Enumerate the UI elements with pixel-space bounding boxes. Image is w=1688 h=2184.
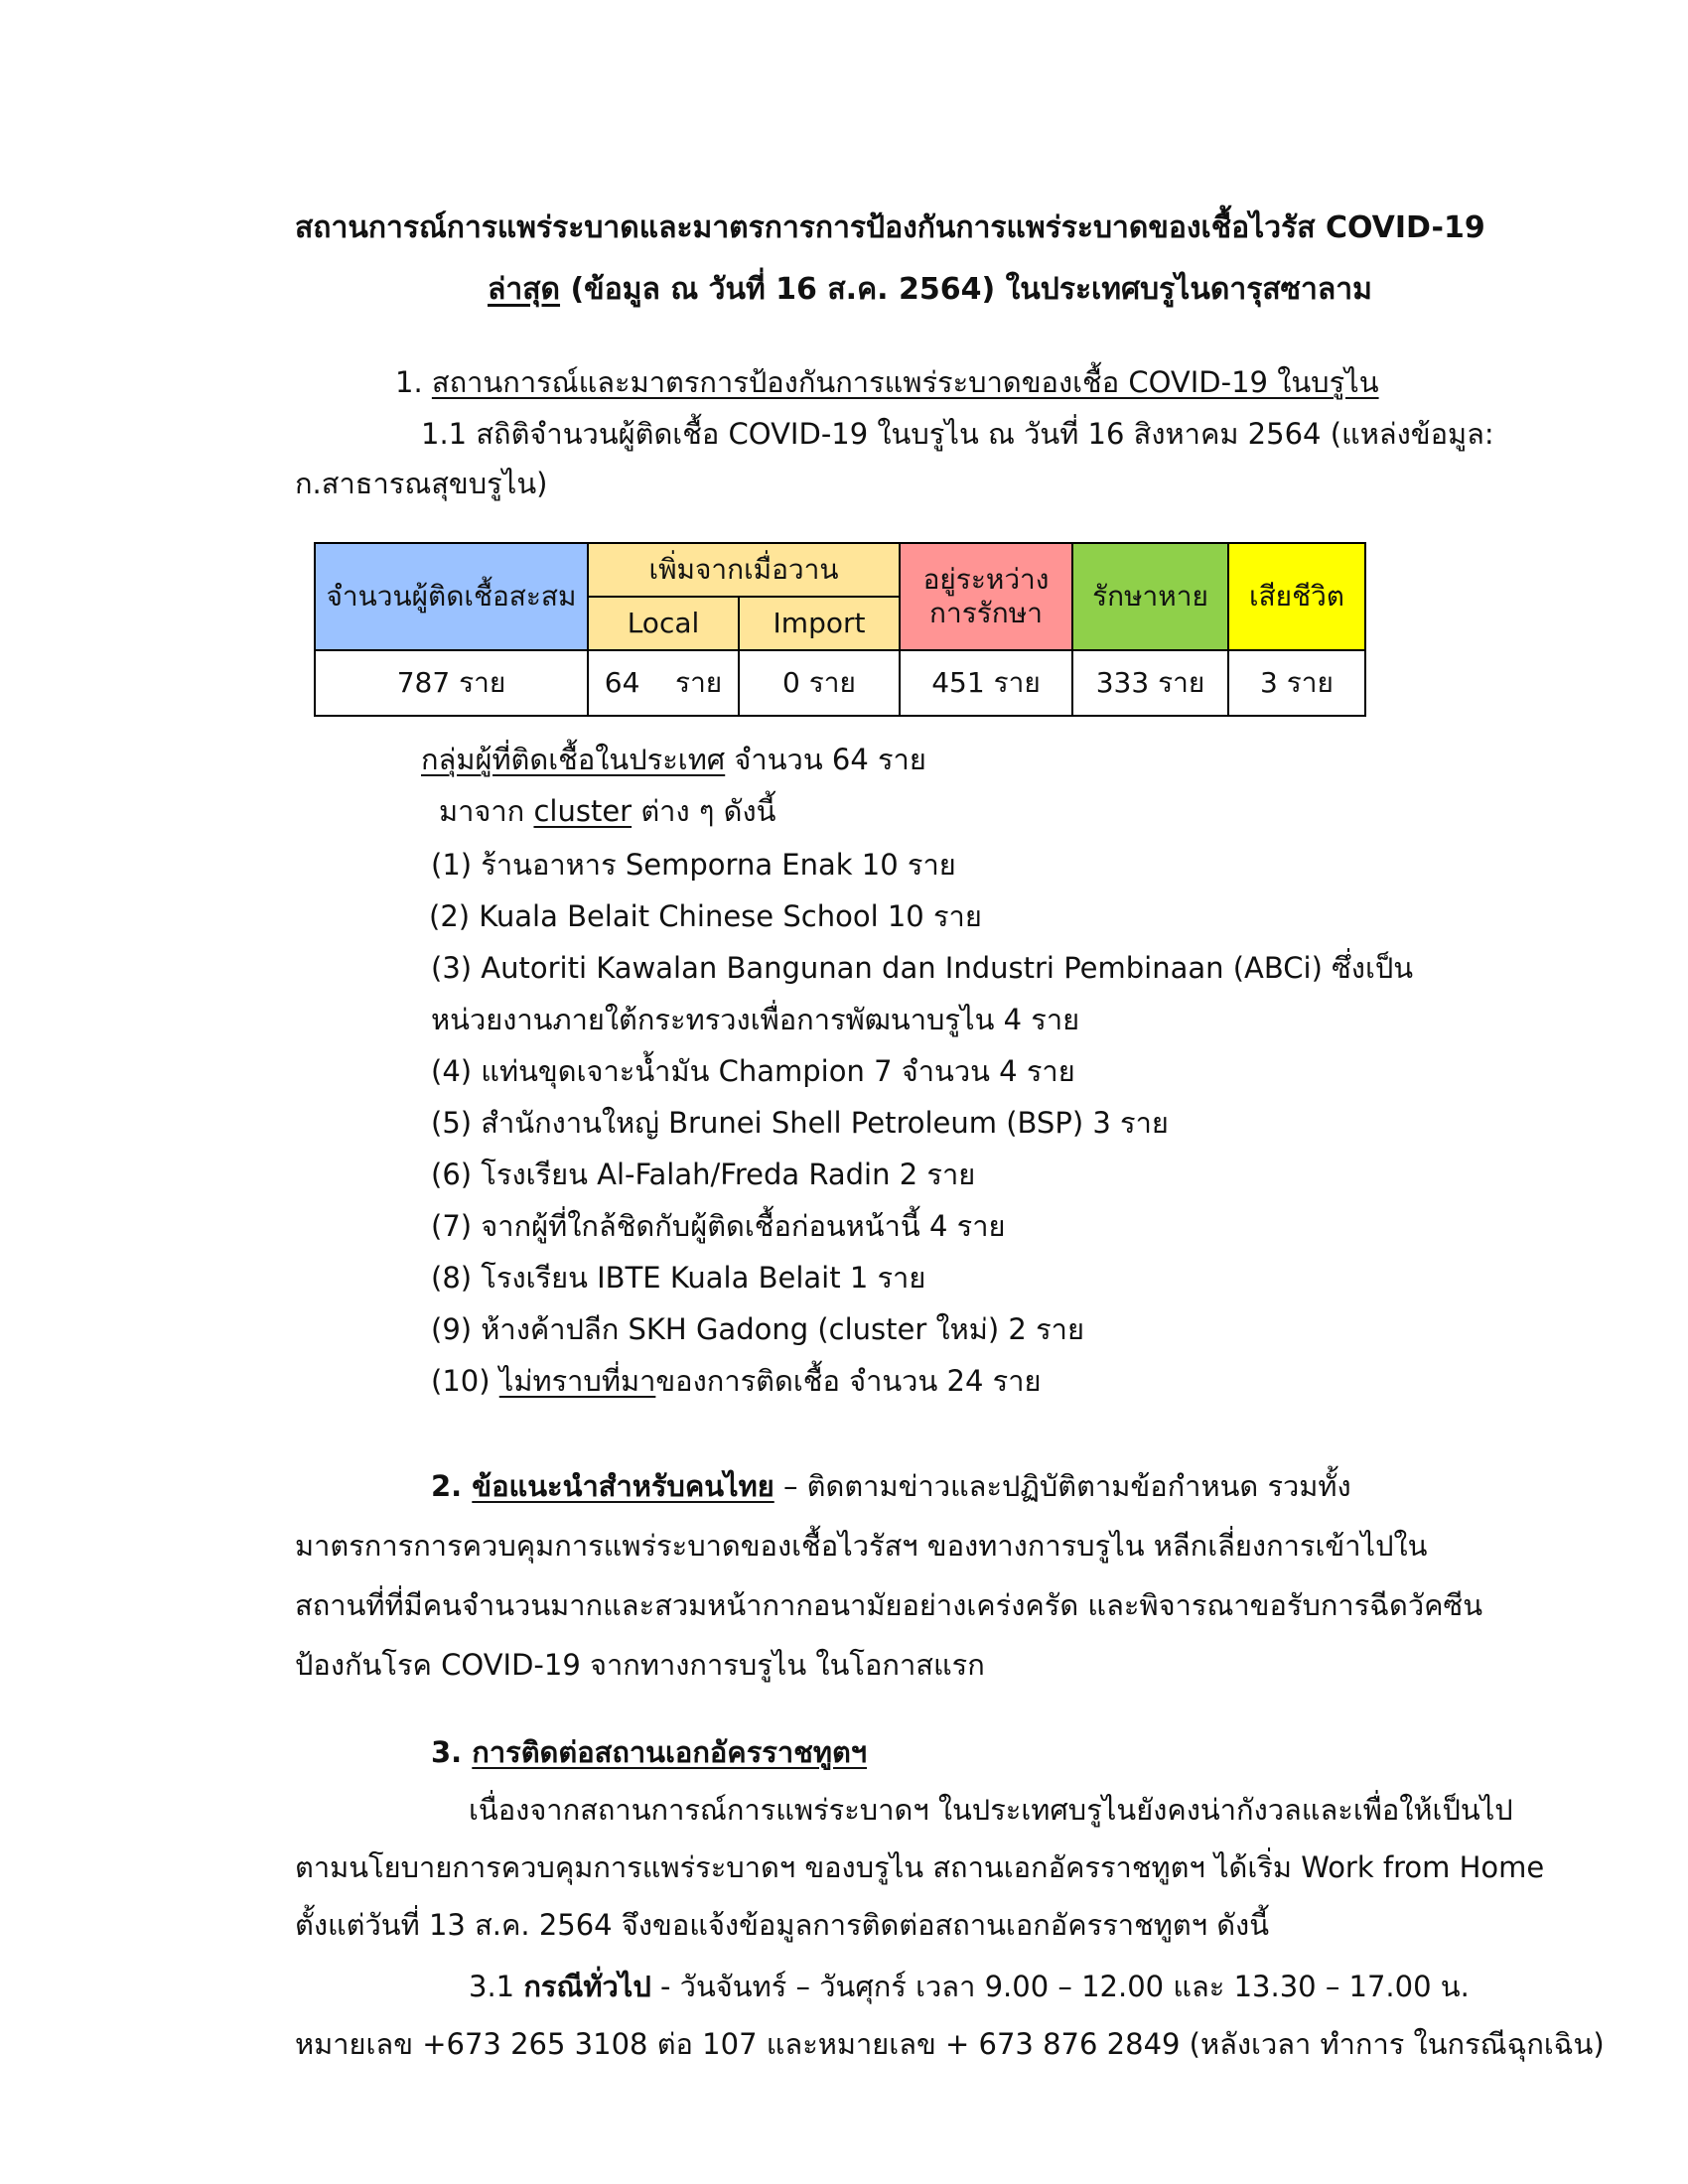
header-import: Import <box>739 597 900 650</box>
header-local: Local <box>588 597 739 650</box>
clusters-intro-post: ต่าง ๆ ดังนี้ <box>632 794 776 828</box>
section2-line1-rest: – ติดตามข่าวและปฏิบัติตามข้อกำหนด รวมทั้ง <box>774 1469 1351 1503</box>
cluster10-unknown-source: ไม่ทราบที่มา <box>498 1364 656 1398</box>
section3-heading <box>431 1729 867 1775</box>
header-total-cases: จำนวนผู้ติดเชื้อสะสม <box>315 543 588 650</box>
section2-line4: ป้องกันโรค COVID-19 จากทางการบรูไน ในโอกาสแรก <box>295 1648 985 1682</box>
value-local: 64 ราย <box>588 650 739 716</box>
header-under-treatment <box>900 543 1072 650</box>
value-under-treatment: 451 ราย <box>900 650 1072 716</box>
section2-line2: มาตรการการควบคุมการแพร่ระบาดของเชื้อไวรัสฯ ของทางการบรูไน หลีกเลี่ยงการเข้าไปใน <box>295 1529 1428 1563</box>
cluster10-rest: ของการติดเชื้อ จำนวน 24 ราย <box>655 1364 1042 1398</box>
section3-1-general-case: กรณีทั่วไป <box>523 1970 651 2003</box>
section1-heading <box>395 359 1379 405</box>
cluster-item: (9) ห้างค้าปลีก SKH Gadong (cluster ใหม่) 2 ราย <box>431 1312 1084 1346</box>
clusters-intro-pre: มาจาก <box>439 794 534 828</box>
value-deaths: 3 ราย <box>1228 650 1365 716</box>
cluster-item-unknown <box>431 1358 1041 1404</box>
domestic-cases-count: จำนวน 64 ราย <box>725 743 926 776</box>
cluster-item: (5) สำนักงานใหญ่ Brunei Shell Petroleum (BSP) 3 ราย <box>431 1106 1169 1140</box>
section2-line1 <box>431 1463 1351 1509</box>
section1-1-line2: ก.สาธารณสุขบรูไน) <box>295 467 548 500</box>
header-new-since-yesterday: เพิ่มจากเมื่อวาน <box>588 543 900 597</box>
section3-phone-line: หมายเลข +673 265 3108 ต่อ 107 และหมายเลข + 673 876 2849 (หลังเวลา ทำการ ในกรณีฉุกเฉิน) <box>295 2027 1605 2061</box>
section3-1-hours: - วันจันทร์ – วันศุกร์ เวลา 9.00 – 12.00 และ 13.30 – 17.00 น. <box>650 1970 1470 2003</box>
cluster-item: (1) ร้านอาหาร Semporna Enak 10 ราย <box>431 848 956 882</box>
cluster-item: (3) Autoriti Kawalan Bangunan dan Industri Pembinaan (ABCi) ซึ่งเป็น <box>431 951 1414 985</box>
cluster-item: (2) Kuala Belait Chinese School 10 ราย <box>429 899 982 933</box>
domestic-cases-line <box>421 737 926 782</box>
header-treatment-line1: อยู่ระหว่าง <box>922 563 1050 597</box>
cluster-item: (7) จากผู้ที่ใกล้ชิดกับผู้ติดเชื้อก่อนหน้านี้ 4 ราย <box>431 1209 1006 1243</box>
section1-title: สถานการณ์และมาตรการป้องกันการแพร่ระบาดของเชื้อ COVID-19 ในบรูไน <box>431 365 1379 399</box>
value-recovered: 333 ราย <box>1072 650 1228 716</box>
section1-1-line1: 1.1 สถิติจำนวนผู้ติดเชื้อ COVID-19 ในบรูไน ณ วันที่ 16 สิงหาคม 2564 (แหล่งข้อมูล: <box>421 417 1494 451</box>
section3-line1: เนื่องจากสถานการณ์การแพร่ระบาดฯ ในประเทศบรูไนยังคงน่ากังวลและเพื่อให้เป็นไป <box>469 1793 1513 1827</box>
section3-number: 3. <box>431 1735 473 1769</box>
section2-line3: สถานที่ที่มีคนจำนวนมากและสวมหน้ากากอนามัยอย่างเคร่งครัด และพิจารณาขอรับการฉีดวัคซีน <box>295 1588 1483 1622</box>
domestic-cases-label: กลุ่มผู้ที่ติดเชื้อในประเทศ <box>421 743 726 776</box>
header-recovered: รักษาหาย <box>1072 543 1228 650</box>
cluster-item: (6) โรงเรียน Al-Falah/Freda Radin 2 ราย <box>431 1158 976 1191</box>
section3-line3: ตั้งแต่วันที่ 13 ส.ค. 2564 จึงขอแจ้งข้อมูลการติดต่อสถานเอกอัครราชทูตฯ ดังนี้ <box>295 1908 1270 1942</box>
value-total-cases: 787 ราย <box>315 650 588 716</box>
cluster10-number: (10) <box>431 1364 499 1398</box>
clusters-intro-cluster: cluster <box>533 794 633 828</box>
page-title-line2 <box>488 266 1372 313</box>
cluster-item: (8) โรงเรียน IBTE Kuala Belait 1 ราย <box>431 1261 926 1295</box>
page-title-line1: สถานการณ์การแพร่ระบาดและมาตรการการป้องกันการแพร่ระบาดของเชื้อไวรัส COVID-19 <box>295 210 1485 245</box>
value-import: 0 ราย <box>739 650 900 716</box>
section3-1-number: 3.1 <box>469 1970 524 2003</box>
title-date-country: (ข้อมูล ณ วันที่ 16 ส.ค. 2564) ในประเทศบรูไนดารุสซาลาม <box>560 272 1372 307</box>
section3-1-line <box>469 1964 1470 2009</box>
header-deaths: เสียชีวิต <box>1228 543 1365 650</box>
covid-stats-table <box>314 542 1366 717</box>
section1-number: 1. <box>395 365 432 399</box>
section3-title: การติดต่อสถานเอกอัครราชทูตฯ <box>472 1735 868 1769</box>
title-latest-label: ล่าสุด <box>488 272 561 307</box>
section3-line2: ตามนโยบายการควบคุมการแพร่ระบาดฯ ของบรูไน สถานเอกอัครราชทูตฯ ได้เริ่ม Work from Home <box>295 1850 1545 1884</box>
section2-number: 2. <box>431 1469 473 1503</box>
cluster-item: (4) แท่นขุดเจาะน้ำมัน Champion 7 จำนวน 4 ราย <box>431 1054 1075 1088</box>
section2-title: ข้อแนะนำสำหรับคนไทย <box>472 1469 774 1503</box>
cluster-item-continued: หน่วยงานภายใต้กระทรวงเพื่อการพัฒนาบรูไน 4 ราย <box>431 1003 1080 1036</box>
header-treatment-line2: การรักษา <box>929 597 1043 629</box>
clusters-intro <box>439 788 775 834</box>
